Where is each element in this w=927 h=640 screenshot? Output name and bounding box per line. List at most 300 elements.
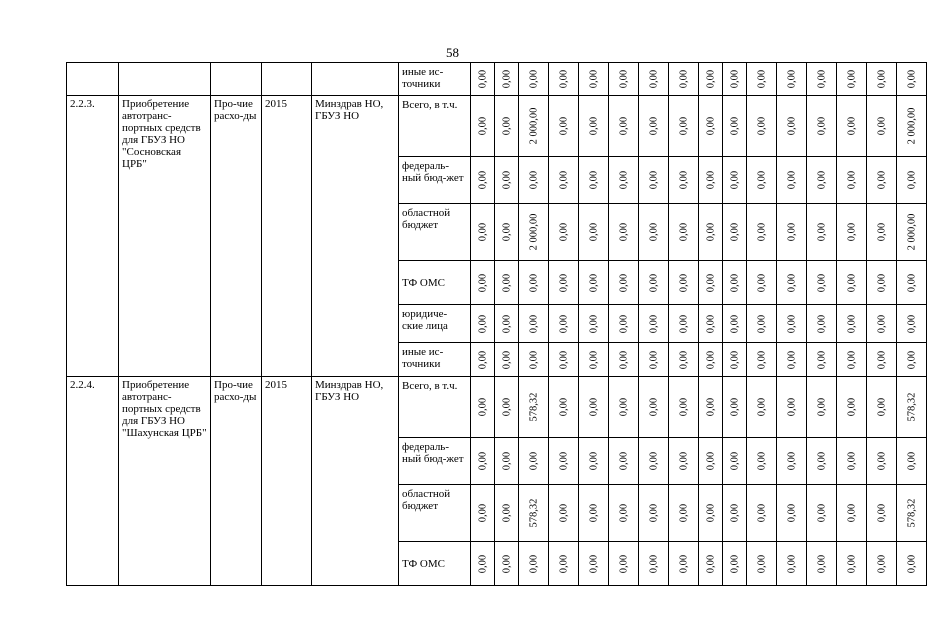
value-cell: [579, 157, 609, 204]
value-text: 0,00: [705, 350, 716, 369]
value-cell: [699, 157, 723, 204]
value-cell: [669, 485, 699, 542]
value-cell: [747, 63, 777, 96]
value-text: 0,00: [528, 350, 539, 369]
value-cell: [519, 485, 549, 542]
value-text: 0,00: [618, 451, 629, 471]
value-text: 0,00: [618, 314, 629, 333]
value-text: 0,00: [786, 116, 797, 136]
value-text: 0,00: [501, 69, 512, 89]
value-text: 0,00: [588, 69, 599, 89]
value-text: 0,00: [846, 116, 857, 136]
value-text: 0,00: [729, 314, 740, 333]
value-text: 0,00: [729, 503, 740, 523]
value-cell: [519, 343, 549, 377]
value-text: 0,00: [729, 116, 740, 136]
value-text: 0,00: [588, 350, 599, 369]
value-cell: [699, 96, 723, 157]
value-text: 0,00: [756, 314, 767, 333]
value-cell: [747, 438, 777, 485]
value-cell: [747, 377, 777, 438]
value-cell: [807, 438, 837, 485]
table-row: [67, 63, 927, 96]
value-text: 0,00: [846, 273, 857, 292]
value-text: 0,00: [816, 273, 827, 292]
value-text: 0,00: [501, 397, 512, 417]
value-text: 0,00: [816, 554, 827, 573]
value-text: 0,00: [705, 554, 716, 573]
value-text: 0,00: [705, 116, 716, 136]
value-cell: [579, 485, 609, 542]
value-text: 0,00: [477, 116, 488, 136]
value-cell: [897, 485, 927, 542]
funding-source-cell: иные ис-точники: [399, 343, 471, 377]
value-text: 2 000,00: [528, 213, 539, 251]
value-cell: [777, 438, 807, 485]
value-text: 0,00: [648, 554, 659, 573]
value-cell: [519, 261, 549, 305]
value-cell: [777, 485, 807, 542]
value-cell: [639, 542, 669, 586]
value-text: 0,00: [876, 503, 887, 523]
value-cell: [867, 96, 897, 157]
value-text: 0,00: [906, 554, 917, 573]
value-text: 2 000,00: [528, 107, 539, 145]
value-cell: [639, 343, 669, 377]
value-text: 0,00: [786, 222, 797, 242]
value-cell: [747, 204, 777, 261]
value-text: 0,00: [648, 222, 659, 242]
value-text: 0,00: [786, 350, 797, 369]
value-text: 0,00: [846, 222, 857, 242]
value-text: 0,00: [816, 451, 827, 471]
value-cell: [807, 542, 837, 586]
value-cell: [837, 96, 867, 157]
value-text: 0,00: [477, 222, 488, 242]
value-text: 0,00: [705, 451, 716, 471]
value-text: 0,00: [588, 222, 599, 242]
funding-source-cell: иные ис-точники: [399, 63, 471, 96]
value-cell: [579, 63, 609, 96]
value-cell: [837, 157, 867, 204]
funding-source-cell: Всего, в т.ч.: [399, 96, 471, 157]
value-cell: [897, 343, 927, 377]
value-cell: [669, 204, 699, 261]
value-cell: [837, 343, 867, 377]
value-text: 578,32: [528, 498, 539, 528]
value-text: 0,00: [756, 116, 767, 136]
value-cell: [609, 377, 639, 438]
value-cell: [699, 542, 723, 586]
value-cell: [867, 157, 897, 204]
value-cell: [519, 542, 549, 586]
value-text: 2 000,00: [906, 213, 917, 251]
value-text: 0,00: [648, 116, 659, 136]
value-text: 0,00: [501, 116, 512, 136]
value-text: 0,00: [786, 397, 797, 417]
value-text: 0,00: [648, 350, 659, 369]
value-cell: [723, 157, 747, 204]
value-cell: [495, 96, 519, 157]
value-cell: [579, 261, 609, 305]
budget-table: [66, 62, 927, 586]
value-cell: [609, 157, 639, 204]
value-text: 0,00: [558, 503, 569, 523]
value-text: 0,00: [558, 554, 569, 573]
table-row: [67, 377, 927, 438]
value-cell: [897, 96, 927, 157]
value-cell: [699, 63, 723, 96]
funding-source-cell: ТФ ОМС: [399, 542, 471, 586]
value-cell: [609, 343, 639, 377]
value-text: 0,00: [756, 350, 767, 369]
funding-source-cell: областной бюджет: [399, 485, 471, 542]
value-cell: [471, 261, 495, 305]
funding-source-cell: федераль-ный бюд-жет: [399, 157, 471, 204]
value-text: 0,00: [756, 222, 767, 242]
value-cell: [699, 485, 723, 542]
value-text: 0,00: [876, 116, 887, 136]
value-text: 0,00: [906, 314, 917, 333]
year-cell: 2015: [262, 377, 312, 586]
value-cell: [639, 305, 669, 343]
value-cell: [867, 305, 897, 343]
value-text: 0,00: [558, 273, 569, 292]
value-text: 0,00: [477, 503, 488, 523]
value-text: 0,00: [729, 222, 740, 242]
value-text: 0,00: [786, 503, 797, 523]
value-cell: [837, 63, 867, 96]
value-text: 0,00: [678, 503, 689, 523]
value-text: 0,00: [558, 222, 569, 242]
value-cell: [549, 63, 579, 96]
value-text: 0,00: [876, 554, 887, 573]
value-text: 0,00: [528, 69, 539, 89]
value-cell: [723, 542, 747, 586]
value-text: 0,00: [648, 314, 659, 333]
value-text: 0,00: [876, 350, 887, 369]
value-text: 0,00: [705, 503, 716, 523]
value-cell: [897, 261, 927, 305]
value-cell: [669, 261, 699, 305]
value-text: 0,00: [678, 170, 689, 190]
value-cell: [807, 157, 837, 204]
value-text: 0,00: [678, 397, 689, 417]
value-text: 0,00: [618, 397, 629, 417]
value-cell: [495, 343, 519, 377]
value-cell: [837, 204, 867, 261]
value-cell: [519, 96, 549, 157]
title-cell: [119, 63, 211, 96]
value-cell: [495, 261, 519, 305]
executor-cell: [312, 63, 399, 96]
value-cell: [777, 377, 807, 438]
item-title-cell: Приобретение автотранс-портных средств для ГБУЗ НО "Сосновская ЦРБ": [119, 96, 211, 377]
value-text: 0,00: [786, 69, 797, 89]
value-text: 0,00: [729, 350, 740, 369]
value-text: 0,00: [705, 170, 716, 190]
value-text: 0,00: [729, 397, 740, 417]
value-cell: [747, 343, 777, 377]
value-text: 0,00: [729, 451, 740, 471]
value-cell: [723, 377, 747, 438]
value-cell: [837, 542, 867, 586]
value-text: 0,00: [756, 273, 767, 292]
value-text: 0,00: [477, 397, 488, 417]
value-text: 0,00: [558, 116, 569, 136]
value-cell: [897, 305, 927, 343]
value-text: 0,00: [729, 273, 740, 292]
funding-source-cell: областной бюджет: [399, 204, 471, 261]
value-text: 0,00: [816, 314, 827, 333]
value-text: 0,00: [756, 397, 767, 417]
value-text: 0,00: [816, 397, 827, 417]
value-cell: [837, 305, 867, 343]
value-text: 0,00: [588, 451, 599, 471]
value-cell: [609, 438, 639, 485]
funding-source-cell: Всего, в т.ч.: [399, 377, 471, 438]
value-cell: [723, 204, 747, 261]
value-text: 0,00: [705, 397, 716, 417]
value-text: 0,00: [588, 397, 599, 417]
value-cell: [747, 96, 777, 157]
value-cell: [495, 485, 519, 542]
value-cell: [897, 438, 927, 485]
value-cell: [897, 63, 927, 96]
value-text: 0,00: [678, 116, 689, 136]
value-cell: [867, 438, 897, 485]
value-cell: [519, 157, 549, 204]
funding-source-cell: юридиче-ские лица: [399, 305, 471, 343]
value-text: 0,00: [678, 554, 689, 573]
value-cell: [807, 343, 837, 377]
value-cell: [579, 438, 609, 485]
value-text: 0,00: [477, 170, 488, 190]
table-row: [67, 96, 927, 157]
value-cell: [699, 343, 723, 377]
value-text: 0,00: [786, 314, 797, 333]
value-cell: [609, 63, 639, 96]
value-cell: [777, 204, 807, 261]
value-text: 0,00: [558, 451, 569, 471]
value-text: 0,00: [729, 554, 740, 573]
value-text: 0,00: [876, 69, 887, 89]
value-text: 0,00: [588, 314, 599, 333]
value-cell: [549, 204, 579, 261]
value-cell: [609, 204, 639, 261]
value-text: 0,00: [501, 350, 512, 369]
year-cell: 2015: [262, 96, 312, 377]
value-cell: [639, 438, 669, 485]
value-text: 0,00: [816, 503, 827, 523]
value-cell: [639, 261, 669, 305]
value-text: 0,00: [528, 170, 539, 190]
value-cell: [669, 96, 699, 157]
value-cell: [723, 485, 747, 542]
value-text: 0,00: [756, 170, 767, 190]
value-cell: [777, 157, 807, 204]
value-text: 0,00: [477, 69, 488, 89]
category-cell: [211, 63, 262, 96]
value-cell: [495, 157, 519, 204]
id-cell: [67, 63, 119, 96]
value-cell: [669, 157, 699, 204]
value-cell: [519, 63, 549, 96]
value-text: 0,00: [678, 273, 689, 292]
value-cell: [519, 377, 549, 438]
value-cell: [579, 96, 609, 157]
value-text: 0,00: [477, 314, 488, 333]
value-cell: [699, 261, 723, 305]
value-text: 0,00: [648, 273, 659, 292]
value-cell: [669, 542, 699, 586]
value-cell: [549, 96, 579, 157]
value-cell: [897, 542, 927, 586]
value-cell: [897, 377, 927, 438]
value-cell: [519, 305, 549, 343]
value-cell: [777, 261, 807, 305]
value-text: 0,00: [705, 222, 716, 242]
value-cell: [723, 261, 747, 305]
value-cell: [747, 157, 777, 204]
value-cell: [609, 261, 639, 305]
item-number-cell: 2.2.3.: [67, 96, 119, 377]
value-cell: [579, 343, 609, 377]
value-cell: [777, 542, 807, 586]
value-text: 0,00: [846, 350, 857, 369]
item-number-cell: 2.2.4.: [67, 377, 119, 586]
value-cell: [777, 305, 807, 343]
value-text: 0,00: [618, 350, 629, 369]
value-cell: [807, 96, 837, 157]
value-cell: [609, 96, 639, 157]
value-cell: [867, 63, 897, 96]
value-text: 0,00: [477, 451, 488, 471]
value-cell: [807, 204, 837, 261]
value-cell: [495, 204, 519, 261]
value-text: 0,00: [816, 170, 827, 190]
value-cell: [579, 542, 609, 586]
value-text: 0,00: [876, 170, 887, 190]
value-text: 0,00: [648, 503, 659, 523]
value-text: 0,00: [906, 170, 917, 190]
funding-source-cell: ТФ ОМС: [399, 261, 471, 305]
item-title-cell: Приобретение автотранс-портных средств для ГБУЗ НО "Шахунская ЦРБ": [119, 377, 211, 586]
value-text: 0,00: [648, 69, 659, 89]
value-text: 0,00: [648, 170, 659, 190]
value-cell: [837, 438, 867, 485]
value-text: 0,00: [528, 554, 539, 573]
value-cell: [807, 377, 837, 438]
value-cell: [495, 63, 519, 96]
value-cell: [807, 261, 837, 305]
value-cell: [669, 305, 699, 343]
value-cell: [867, 542, 897, 586]
value-text: 0,00: [501, 554, 512, 573]
value-text: 0,00: [705, 69, 716, 89]
value-text: 0,00: [501, 503, 512, 523]
value-cell: [639, 157, 669, 204]
value-text: 0,00: [816, 116, 827, 136]
value-text: 0,00: [876, 222, 887, 242]
value-text: 0,00: [906, 69, 917, 89]
value-text: 0,00: [876, 451, 887, 471]
value-text: 0,00: [729, 69, 740, 89]
value-cell: [579, 305, 609, 343]
value-cell: [471, 96, 495, 157]
budget-table-frame: [66, 62, 927, 586]
value-text: 0,00: [618, 503, 629, 523]
value-text: 0,00: [705, 273, 716, 292]
value-cell: [867, 204, 897, 261]
page-number: 58: [446, 45, 459, 60]
value-cell: [495, 438, 519, 485]
value-text: 0,00: [528, 273, 539, 292]
value-cell: [699, 377, 723, 438]
value-text: 0,00: [501, 451, 512, 471]
value-cell: [807, 485, 837, 542]
value-text: 0,00: [558, 397, 569, 417]
value-text: 0,00: [729, 170, 740, 190]
value-text: 0,00: [846, 170, 857, 190]
value-cell: [579, 204, 609, 261]
value-cell: [747, 261, 777, 305]
value-cell: [747, 542, 777, 586]
value-text: 0,00: [876, 314, 887, 333]
value-cell: [519, 204, 549, 261]
value-text: 0,00: [501, 222, 512, 242]
value-text: 0,00: [648, 451, 659, 471]
value-cell: [669, 438, 699, 485]
value-text: 0,00: [846, 314, 857, 333]
value-text: 0,00: [501, 314, 512, 333]
value-cell: [723, 63, 747, 96]
executor-cell: Минздрав НО, ГБУЗ НО: [312, 377, 399, 586]
value-text: 0,00: [846, 554, 857, 573]
value-cell: [471, 377, 495, 438]
value-cell: [807, 63, 837, 96]
value-text: 0,00: [678, 451, 689, 471]
value-cell: [495, 377, 519, 438]
value-cell: [471, 204, 495, 261]
value-cell: [639, 204, 669, 261]
value-text: 0,00: [618, 170, 629, 190]
value-text: 0,00: [906, 273, 917, 292]
executor-cell: Минздрав НО, ГБУЗ НО: [312, 96, 399, 377]
value-text: 0,00: [588, 554, 599, 573]
value-text: 0,00: [906, 350, 917, 369]
value-cell: [549, 377, 579, 438]
value-text: 0,00: [558, 69, 569, 89]
value-cell: [639, 377, 669, 438]
value-cell: [549, 305, 579, 343]
value-text: 0,00: [756, 69, 767, 89]
value-text: 0,00: [477, 350, 488, 369]
value-text: 0,00: [501, 273, 512, 292]
value-cell: [699, 204, 723, 261]
value-cell: [777, 343, 807, 377]
value-text: 0,00: [618, 554, 629, 573]
value-cell: [471, 63, 495, 96]
value-text: 0,00: [906, 451, 917, 471]
value-cell: [549, 261, 579, 305]
value-cell: [471, 542, 495, 586]
funding-source-cell: федераль-ный бюд-жет: [399, 438, 471, 485]
value-text: 0,00: [588, 170, 599, 190]
value-cell: [639, 485, 669, 542]
value-cell: [471, 305, 495, 343]
value-cell: [609, 305, 639, 343]
